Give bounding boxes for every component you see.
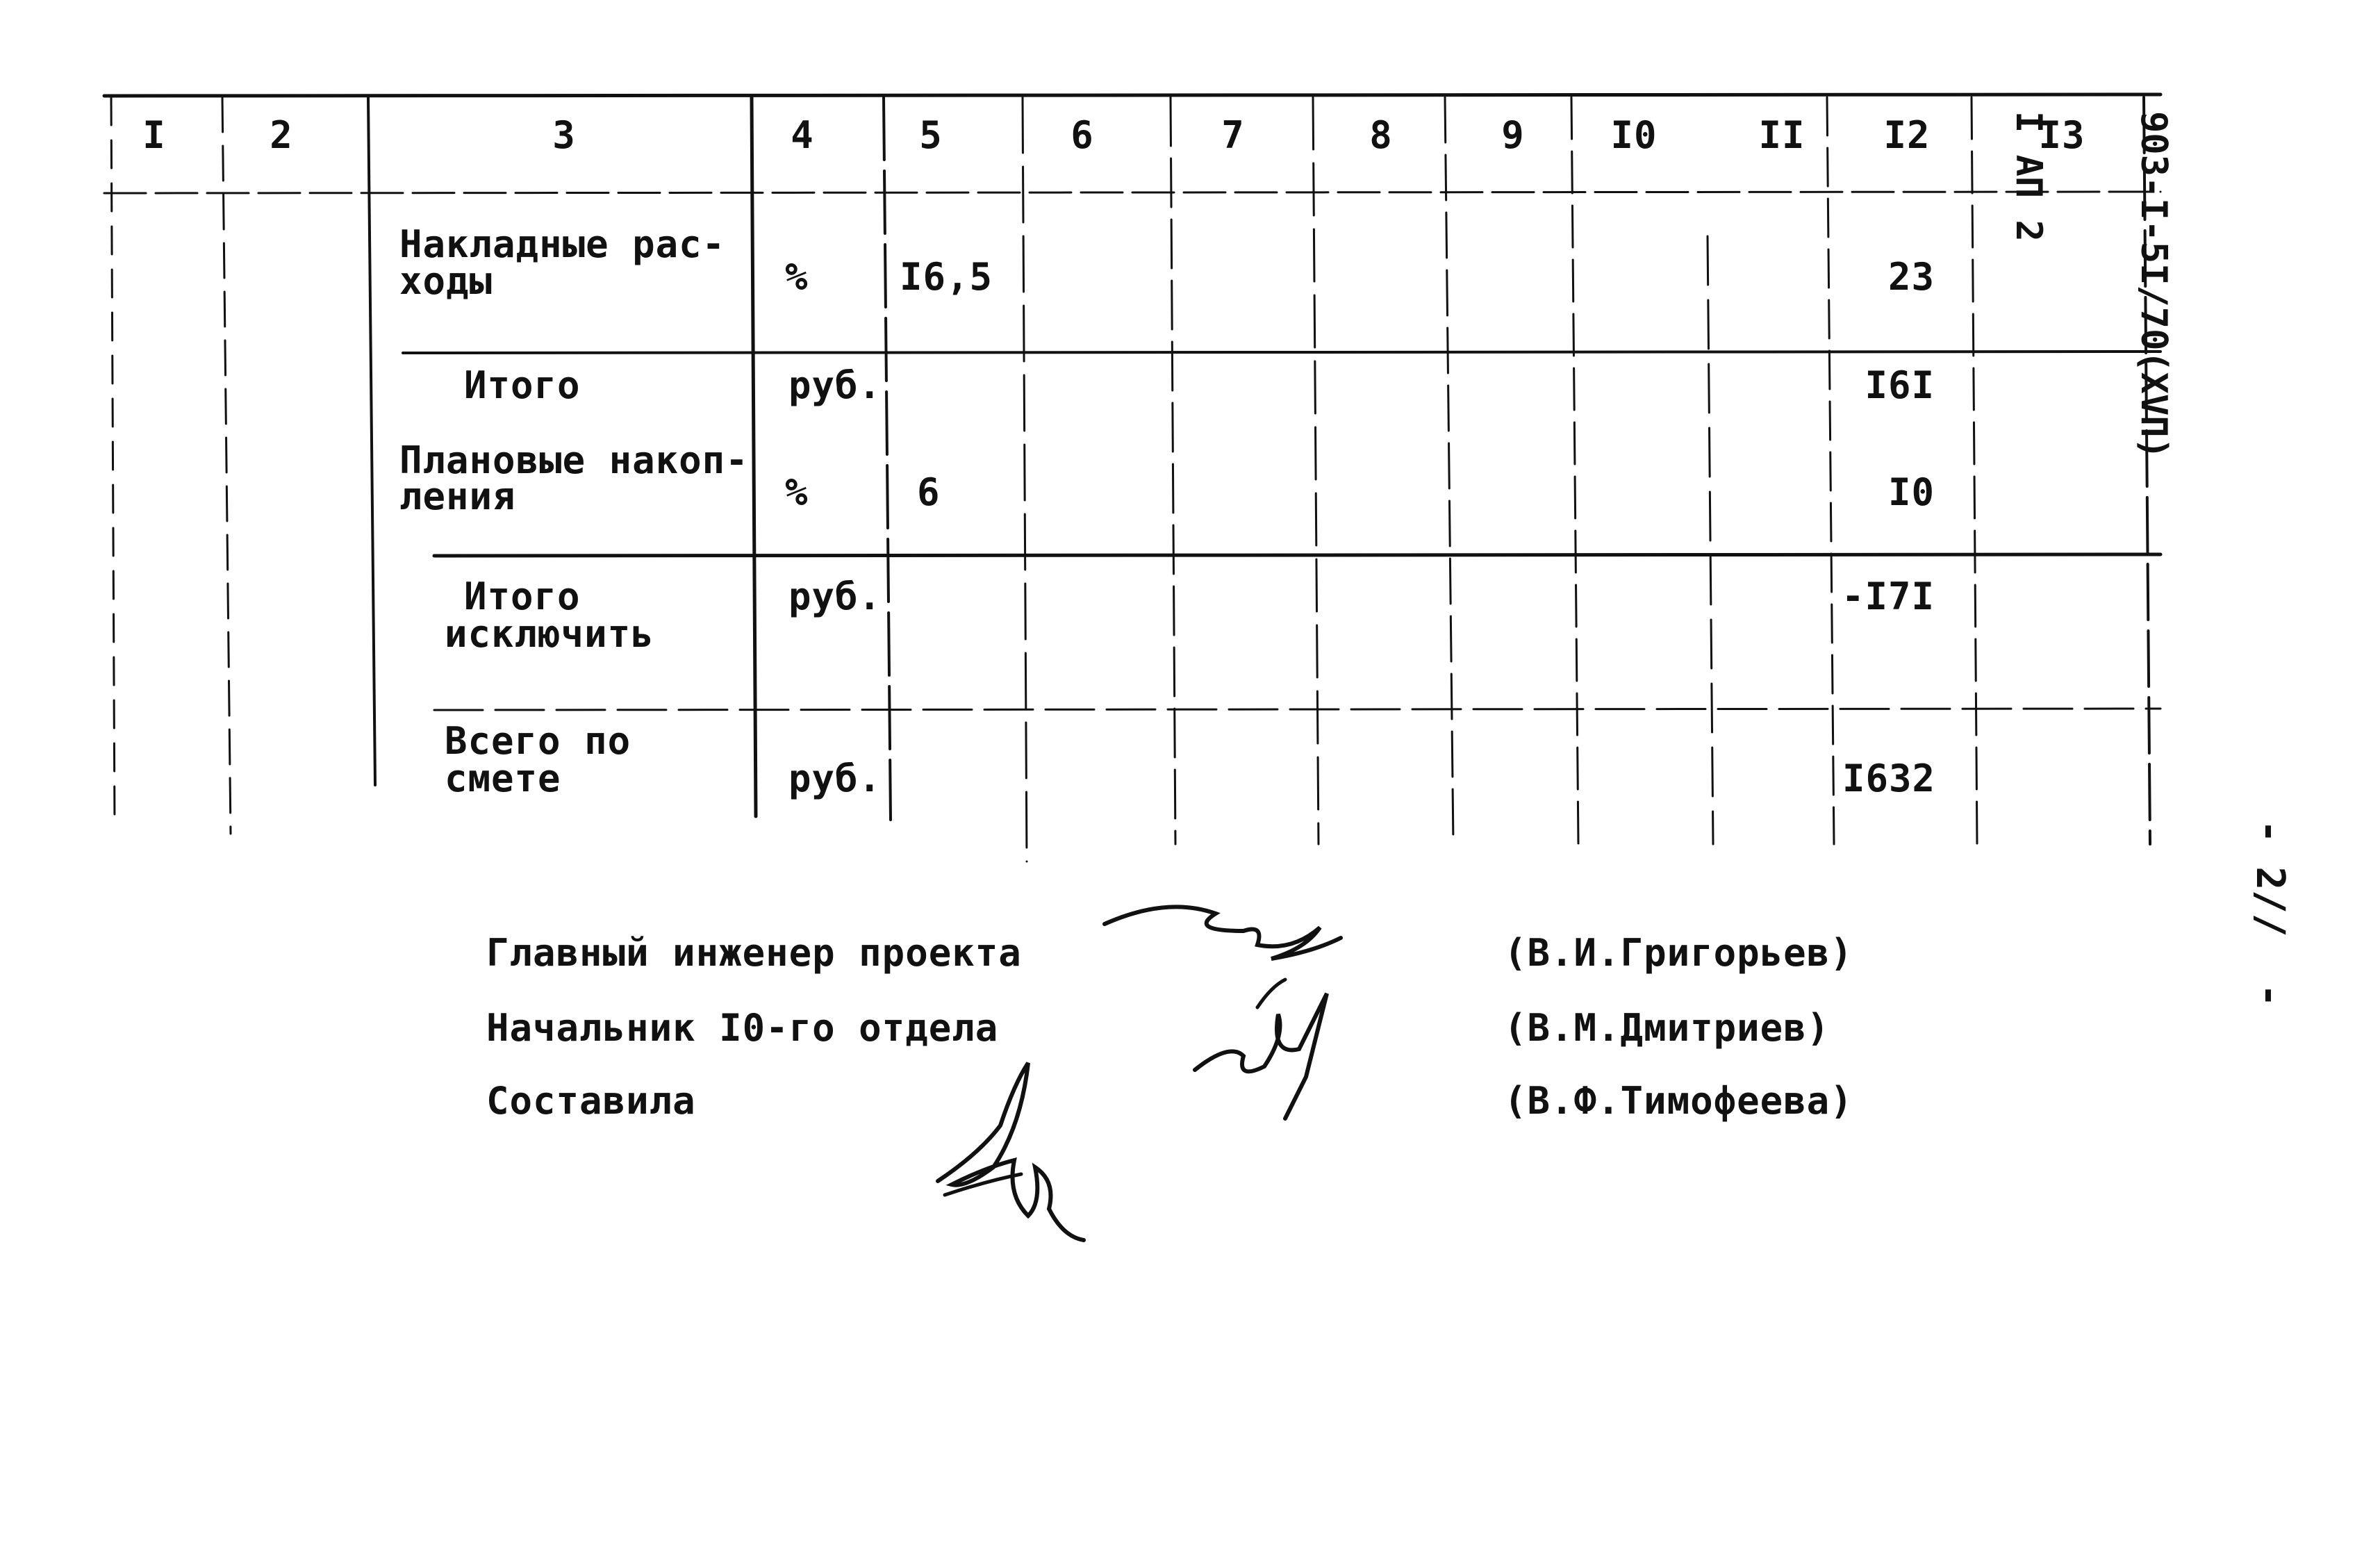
header-col-13: I3 — [2038, 113, 2085, 157]
row-rate: 6 — [917, 470, 941, 514]
document-code — [1924, 111, 2258, 459]
header-col-11: II — [1758, 113, 1805, 157]
row-unit: руб. — [788, 575, 882, 618]
signature-mark-department-head — [1181, 952, 1362, 1125]
header-col-6: 6 — [1071, 113, 1094, 157]
signature-title: Главный инженер проекта — [486, 931, 1022, 975]
row-unit: руб. — [788, 363, 882, 407]
row-name-line1: Всего по — [445, 719, 631, 763]
row-name-line1: Итого — [464, 575, 581, 618]
row-amount: 23 — [1887, 255, 1935, 299]
header-col-2: 2 — [270, 113, 293, 157]
signature-name: (В.Ф.Тимофеева) — [1504, 1079, 1853, 1123]
row-amount: I6I — [1865, 363, 1935, 407]
page-number: - 2// - — [2247, 820, 2292, 1007]
row-name-line1: Накладные рас- — [399, 222, 726, 266]
row-unit: % — [785, 470, 809, 514]
header-col-1: I — [142, 113, 166, 157]
row-name-line1: Плановые накоп- — [399, 438, 749, 482]
header-col-7: 7 — [1221, 113, 1245, 157]
header-col-5: 5 — [919, 113, 943, 157]
row-name-line2: ления — [399, 475, 516, 518]
row-amount: I0 — [1887, 470, 1935, 514]
header-col-8: 8 — [1369, 113, 1393, 157]
row-amount: I632 — [1842, 757, 1936, 800]
header-col-12: I2 — [1883, 113, 1931, 157]
document-code-line2: I АП 2 — [2008, 111, 2049, 242]
header-col-4: 4 — [791, 113, 814, 157]
signature-name: (В.М.Дмитриев) — [1504, 1006, 1831, 1050]
header-col-10: I0 — [1610, 113, 1658, 157]
row-name-line2: ходы — [399, 259, 493, 303]
row-unit: % — [785, 255, 809, 299]
signature-title: Начальник I0-го отдела — [486, 1006, 999, 1050]
row-amount: -I7I — [1841, 575, 1935, 618]
header-col-3: 3 — [552, 113, 576, 157]
signature-mark-compiler — [924, 1042, 1091, 1251]
row-name-line2: смете — [445, 757, 561, 800]
row-unit: руб. — [788, 757, 882, 800]
row-name-line1: Итого — [464, 363, 581, 407]
signature-title: Составила — [486, 1079, 696, 1123]
header-col-9: 9 — [1501, 113, 1525, 157]
row-name-line2: исключить — [445, 612, 654, 656]
signature-name: (В.И.Григорьев) — [1504, 931, 1853, 975]
document-code-line1: 903-I-5I/70(XVП) — [2133, 111, 2174, 459]
row-rate: I6,5 — [900, 255, 993, 299]
